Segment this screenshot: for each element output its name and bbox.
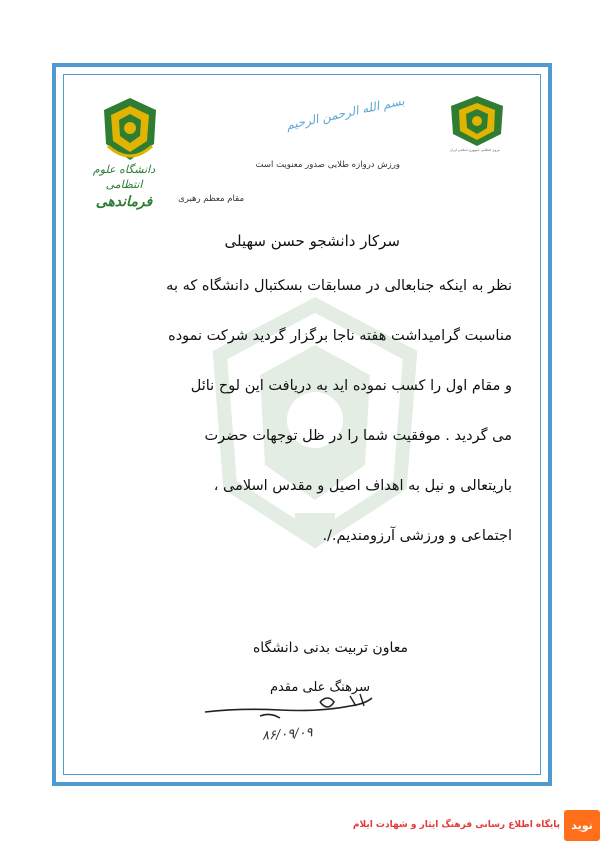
signatory-name: سرهنگ علی مقدم (269, 680, 370, 695)
university-emblem-icon (100, 96, 160, 164)
police-emblem-icon (449, 94, 505, 148)
site-logo-mark: نوید (564, 810, 600, 841)
body-line: اجتماعی و ورزشی آرزومندیم./. (322, 528, 512, 544)
body-line: مناسبت گرامیداشت هفته ناجا برگزار گردید شرکت نموده (168, 328, 512, 344)
handwritten-date: ۸۶/۰۹/۰۹ (261, 725, 314, 744)
body-line: نظر به اینکه جنابعالی در مسابقات بسکتبال دانشگاه که به (166, 278, 512, 294)
bismillah-calligraphy: بسم الله الرحمن الرحیم (284, 93, 406, 133)
signatory-title: معاون تربیت بدنی دانشگاه (252, 640, 408, 656)
university-caption-line2: فرماندهی (95, 194, 153, 210)
body-line: باریتعالی و نیل به اهداف اصیل و مقدس اسلامی ، (213, 478, 512, 494)
body-line: و مقام اول را کسب نموده اید به دریافت این لوح نائل (190, 378, 512, 394)
header-quote: ورزش دروازه طلایی صدور معنویت است (255, 160, 400, 170)
quote-source: مقام معظم رهبری (178, 194, 244, 204)
salutation: سرکار دانشجو حسن سهیلی (224, 232, 400, 250)
body-line: می گردید . موفقیت شما را در ظل توجهات حضرت (204, 428, 512, 444)
handwritten-signature-icon (200, 690, 390, 730)
letter-body (82, 272, 512, 572)
site-footer-logo (352, 812, 600, 843)
police-emblem-caption: نیروی انتظامی جمهوری اسلامی ایران (450, 148, 500, 152)
university-caption (86, 162, 162, 212)
university-caption-line1: دانشگاه علوم انتظامی (92, 163, 156, 191)
site-name: پایگاه اطلاع رسانی فرهنگ ایثار و شهادت ایلام (352, 820, 560, 830)
